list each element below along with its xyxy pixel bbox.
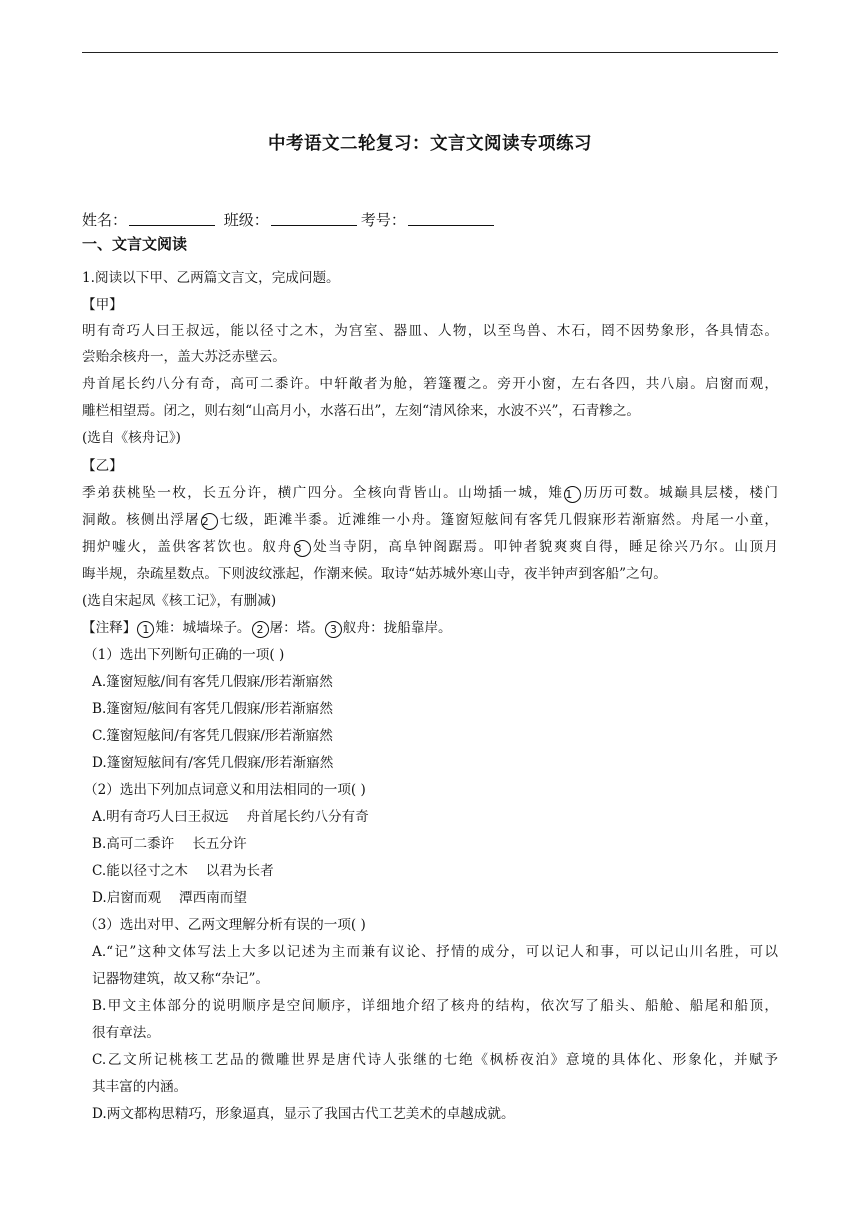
jia-line-3: 舟首尾长约八分有奇，高可二黍许。中轩敞者为舱，箬篷覆之。旁开小窗，左右各四，共八扇。启窗而观， <box>82 376 778 392</box>
yi-line-4: 晦半规，杂疏星数点。下则波纹涨起，作潮来候。取诗“姑苏城外寒山寺，夜半钟声到客船”之句。 <box>82 566 667 582</box>
student-info-row <box>82 209 498 230</box>
jia-source: (选自《核舟记》) <box>82 430 181 446</box>
note-marker-1: 1 <box>564 486 581 503</box>
q1-option-c[interactable]: C.篷窗短舷间/有客凭几假寐/形若渐寤然 <box>92 728 333 744</box>
q3-option-b-line-2[interactable]: 很有章法。 <box>92 1025 160 1041</box>
q3-option-a-line-2[interactable]: 记器物建筑，故又称“杂记”。 <box>92 971 270 987</box>
id-blank[interactable] <box>408 211 494 226</box>
yi-source: (选自宋起凤《核工记》，有删减) <box>82 593 277 609</box>
name-blank[interactable] <box>129 211 215 226</box>
q3-option-c-line-2[interactable]: 其丰富的内涵。 <box>92 1079 188 1095</box>
note-marker-3: 3 <box>294 540 311 557</box>
annotation-line: 【注释】 1 雉：城墙垛子。 2 屠：塔。 3 舣舟：拢船靠岸。 <box>82 620 452 636</box>
header-rule <box>82 52 778 53</box>
question-3-stem: （3）选出对甲、乙两文理解分析有误的一项( ) <box>84 917 366 933</box>
q2-option-a[interactable]: A.明有奇巧人曰王叔远 舟首尾长约八分有奇 <box>92 809 369 825</box>
yi-line-1: 季弟获桃坠一枚，长五分许，横广四分。全核向背皆山。山坳插一城，雉 1 历历可数。城巅具层楼，楼门 <box>82 485 778 501</box>
jia-line-1: 明有奇巧人曰王叔远，能以径寸之木，为宫室、器皿、人物，以至鸟兽、木石，罔不因势象形，各具情态。 <box>82 323 778 339</box>
q3-option-d[interactable]: D.两文都构思精巧，形象逼真，显示了我国古代工艺美术的卓越成就。 <box>92 1106 515 1122</box>
yi-header: 【乙】 <box>82 458 123 474</box>
section-heading: 一、文言文阅读 <box>82 235 188 253</box>
q1-option-b[interactable]: B.篷窗短/舷间有客凭几假寐/形若渐寤然 <box>92 701 333 717</box>
yi-line-2: 洞敞。核侧出浮屠 2 七级，距滩半黍。近滩维一小舟。篷窗短舷间有客凭几假寐形若渐寤然。舟尾一小童， <box>82 512 779 528</box>
name-label: 姓名： <box>82 211 128 229</box>
jia-line-4: 雕栏相望焉。闭之，则右刻“山高月小，水落石出”，左刻“清风徐来，水波不兴”，石青糁之。 <box>82 403 640 419</box>
q1-option-a[interactable]: A.篷窗短舷/间有客凭几假寐/形若渐寤然 <box>92 674 333 690</box>
yi-line-3: 拥炉嘘火，盖供客茗饮也。舣舟 3 处当寺阴，高阜钟阁踞焉。叩钟者貌爽爽自得，睡足徐兴乃尔。山顶月 <box>82 539 779 555</box>
jia-line-2: 尝贻余核舟一，盖大苏泛赤壁云。 <box>82 349 286 365</box>
question-1-stem: （1）选出下列断句正确的一项( ) <box>84 647 285 663</box>
class-blank[interactable] <box>271 211 357 226</box>
page-title: 中考语文二轮复习：文言文阅读专项练习 <box>268 134 592 154</box>
question-intro: 1.阅读以下甲、乙两篇文言文，完成问题。 <box>82 270 340 286</box>
q2-option-c[interactable]: C.能以径寸之木 以君为长者 <box>92 863 274 879</box>
id-label: 考号： <box>360 211 406 229</box>
q3-option-b-line-1[interactable]: B.甲文主体部分的说明顺序是空间顺序，详细地介绍了核舟的结构，依次写了船头、船舱、船尾和船顶， <box>92 998 778 1014</box>
question-2-stem: （2）选出下列加点词意义和用法相同的一项( ) <box>84 782 366 798</box>
jia-header: 【甲】 <box>82 297 123 313</box>
class-label: 班级： <box>223 211 269 229</box>
q2-option-d[interactable]: D.启窗而观 潭西南而望 <box>92 890 247 906</box>
note-marker-2: 2 <box>201 513 218 530</box>
q1-option-d[interactable]: D.篷窗短舷间有/客凭几假寐/形若渐寤然 <box>92 755 334 771</box>
q2-option-b[interactable]: B.高可二黍许 长五分许 <box>92 836 247 852</box>
q3-option-a-line-1[interactable]: A.“记”这种文体写法上大多以记述为主而兼有议论、抒情的成分，可以记人和事，可以记山川名胜，可以 <box>92 944 778 960</box>
q3-option-c-line-1[interactable]: C.乙文所记桃核工艺品的微雕世界是唐代诗人张继的七绝《枫桥夜泊》意境的具体化、形象化，并赋予 <box>92 1052 778 1068</box>
